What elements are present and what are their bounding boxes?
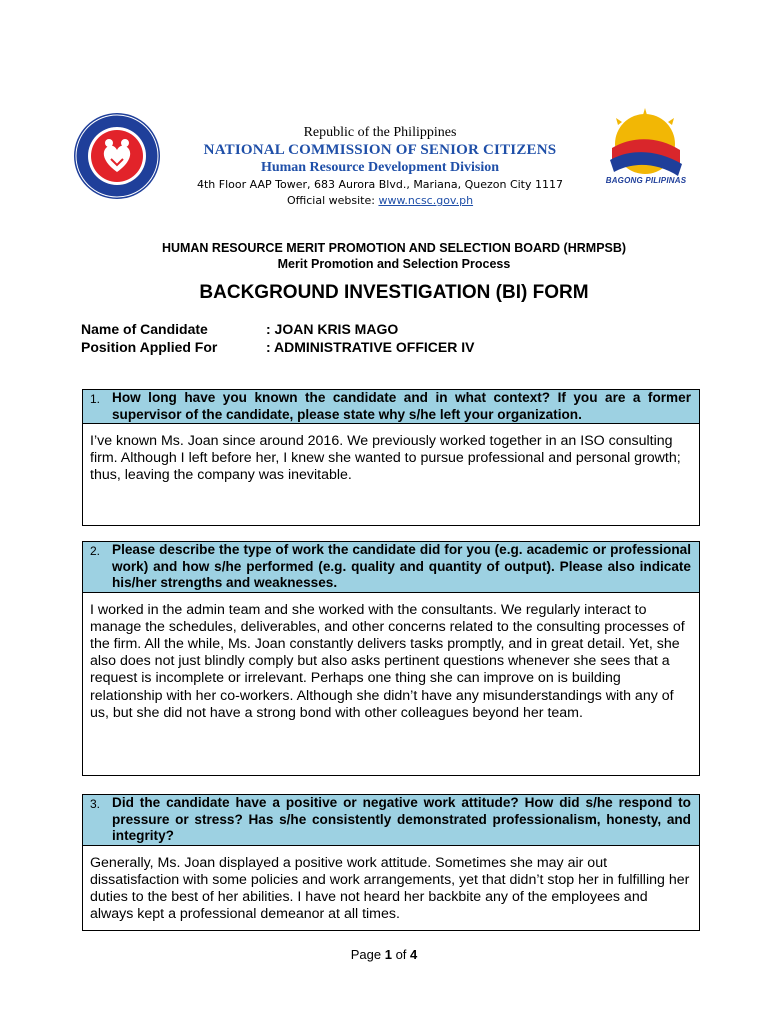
division-name: Human Resource Development Division [260,160,500,175]
agency-name: NATIONAL COMMISSION OF SENIOR CITIZENS [203,142,557,158]
agency-header [160,124,600,209]
position-label: Position Applied For [81,339,218,355]
website-line [160,193,600,209]
agency-address: 4th Floor AAP Tower, 683 Aurora Blvd., Mariana, Quezon City 1117 [196,178,563,191]
question-text: Did the candidate have a positive or negative work attitude? How did s/he respond to pressure or stress? Has s/he consistently demonstrated professionalism, honesty, and integrity? [112,795,691,843]
answer-text: I’ve known Ms. Joan since around 2016. We previously worked together in an ISO consulting firm. Although I left before her, I knew she wanted to pursue professional and personal growth; thus, leaving the company was inevitable. [90,433,681,484]
question-number: 2. [90,544,101,558]
position-value: : ADMINISTRATIVE OFFICER IV [266,339,475,355]
ncsc-seal-logo [73,112,161,200]
board-subtitle: Merit Promotion and Selection Process [277,257,511,271]
website-link[interactable]: www.ncsc.gov.ph [378,194,474,207]
question-text: How long have you known the candidate and in what context? If you are a former supervisor of the candidate, please state why s/he left your organization. [112,390,691,422]
page-footer [0,947,768,962]
board-heading [80,240,708,272]
question-header [83,795,699,846]
board-title: HUMAN RESOURCE MERIT PROMOTION AND SELECTION BOARD (HRMPSB) [161,241,627,255]
bagong-pilipinas-logo [602,106,688,186]
of-word: of [391,947,411,962]
letterhead [0,0,768,220]
answer-text: Generally, Ms. Joan displayed a positive work attitude. Sometimes she may air out dissatisfaction with some policies and work arrangements, yet that didn’t stop her in fulfilling her duties to the best of her abilities. I have not heard her backbite any of the employees and always kept a professional demeanor at all times. [90,854,690,923]
total-pages: 4 [410,947,418,962]
candidate-info [81,320,474,356]
question-block-3 [82,794,700,931]
website-label: Official website: [286,194,379,207]
candidate-name-row [81,320,474,338]
question-number: 3. [90,797,101,811]
candidate-name-value: : JOAN KRIS MAGO [266,321,399,337]
question-block-1 [82,389,700,526]
question-text: Please describe the type of work the candidate did for you (e.g. academic or professional work) and how s/he performed (e.g. quality and quantity of output). Please also indicate his/her strengths and weaknesses. [112,542,691,590]
question-header [83,390,699,424]
question-number: 1. [90,392,101,406]
question-header [83,542,699,593]
bagong-pilipinas-text: BAGONG PILIPINAS [605,176,687,185]
position-row [81,338,474,356]
answer-text: I worked in the admin team and she worked with the consultants. We regularly interact to manage the schedules, deliverables, and other concerns related to the consulting processes of the firm. All the while, Ms. Joan constantly delivers tasks promptly, and in great detail. Yet, she also does not just blindly comply but also asks pertinent questions whenever she sees that a request is incomplete or irrelevant. Perhaps one thing she can improve on is building relationship with her co-workers. Although she didn’t have any misunderstandings with any of us, but she did not have a strong bond with other colleagues beyond her team. [90,601,685,721]
republic-line: Republic of the Philippines [303,125,457,140]
form-title: BACKGROUND INVESTIGATION (BI) FORM [199,282,589,303]
candidate-name-label: Name of Candidate [81,321,208,337]
current-page: 1 [384,947,392,962]
page-word: Page [350,947,385,962]
question-block-2 [82,541,700,776]
